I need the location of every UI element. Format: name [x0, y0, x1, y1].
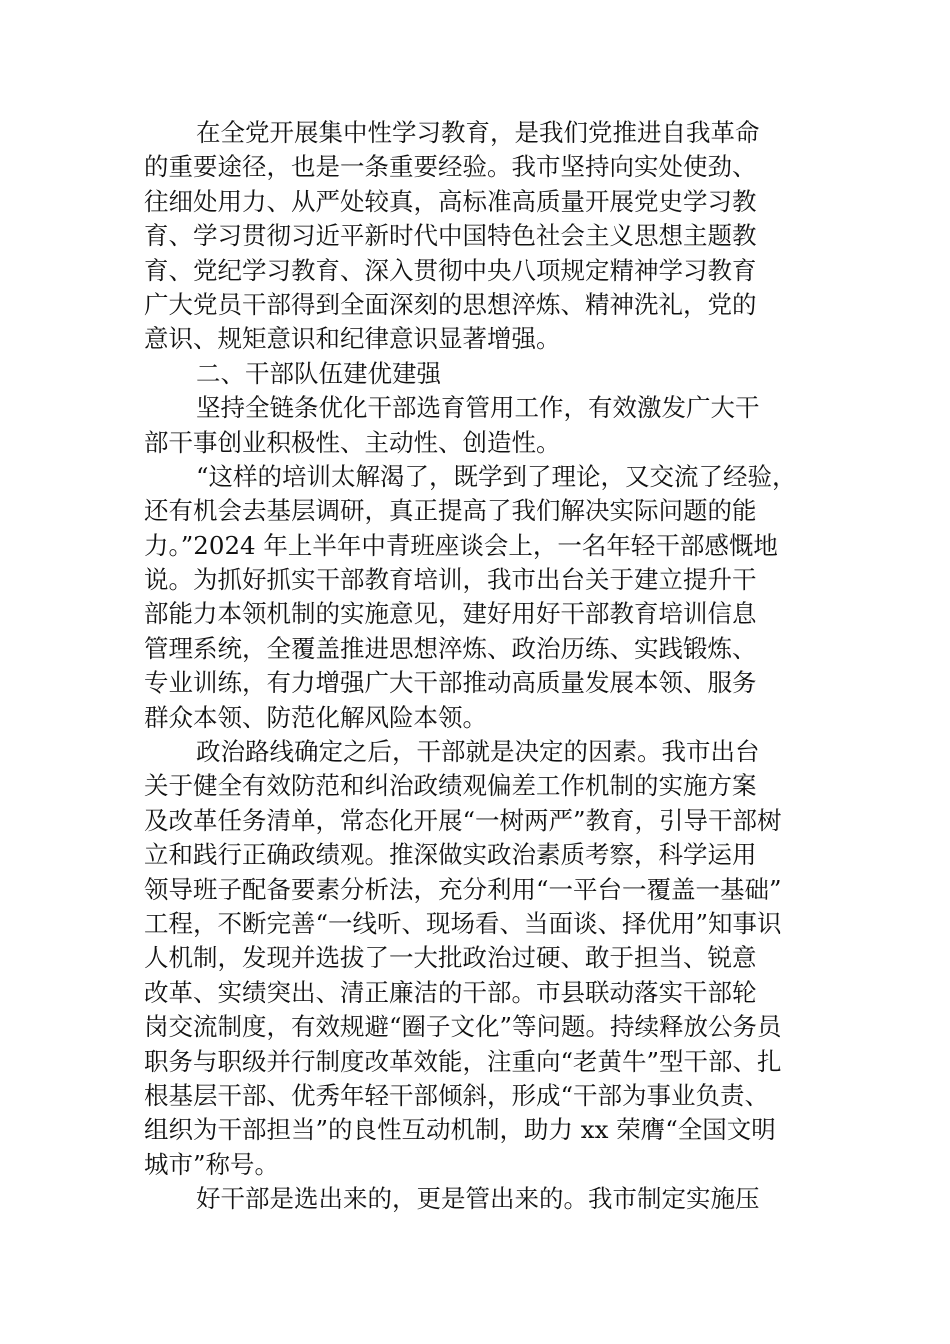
text-line: 根基层干部、优秀年轻干部倾斜，形成“干部为事业负责、 [144, 1080, 770, 1110]
text-line: 人机制，发现并选拔了一大批政治过硬、敢于担当、锐意 [144, 943, 757, 973]
text-line: “这样的培训太解渴了，既学到了理论，又交流了经验， [196, 461, 797, 491]
text-line: 意识、规矩意识和纪律意识显著增强。 [144, 324, 561, 354]
text-line: 育、学习贯彻习近平新时代中国特色社会主义思想主题教 [144, 221, 757, 251]
text-line: 力。”2024 年上半年中青班座谈会上，一名年轻干部感慨地 [144, 530, 778, 560]
text-line: 关于健全有效防范和纠治政绩观偏差工作机制的实施方案 [144, 771, 757, 801]
text-line: 还有机会去基层调研，真正提高了我们解决实际问题的能 [144, 496, 757, 526]
text-line: 部能力本领机制的实施意见，建好用好干部教育培训信息 [144, 599, 757, 629]
text-line: 管理系统，全覆盖推进思想淬炼、政治历练、实践锻炼、 [144, 633, 757, 663]
text-line: 往细处用力、从严处较真，高标准高质量开展党史学习教 [144, 186, 757, 216]
text-line: 立和践行正确政绩观。推深做实政治素质考察，科学运用 [144, 840, 757, 870]
text-line: 部干事创业积极性、主动性、创造性。 [144, 427, 561, 457]
text-line: 城市”称号。 [144, 1149, 280, 1179]
text-line: 改革、实绩突出、清正廉洁的干部。市县联动落实干部轮 [144, 977, 757, 1007]
text-line: 群众本领、防范化解风险本领。 [144, 702, 487, 732]
text-line: 育、党纪学习教育、深入贯彻中央八项规定精神学习教育 [144, 255, 757, 285]
text-line: 的重要途径，也是一条重要经验。我市坚持向实处使劲、 [144, 152, 757, 182]
text-line: 在全党开展集中性学习教育，是我们党推进自我革命 [196, 118, 760, 147]
text-line: 广大党员干部得到全面深刻的思想淬炼、精神洗礼，党的 [144, 289, 757, 319]
text-line: 职务与职级并行制度改革效能，注重向“老黄牛”型干部、扎 [144, 1046, 782, 1076]
document-body [144, 116, 814, 1217]
text-line: 好干部是选出来的，更是管出来的。我市制定实施压 [196, 1184, 760, 1214]
text-line: 二、干部队伍建优建强 [196, 358, 441, 388]
text-line: 说。为抓好抓实干部教育培训，我市出台关于建立提升干 [144, 565, 757, 595]
text-line: 政治路线确定之后，干部就是决定的因素。我市出台 [196, 737, 760, 767]
text-line: 及改革任务清单，常态化开展“一树两严”教育，引导干部树 [144, 805, 782, 835]
text-line: 工程，不断完善“一线听、现场看、当面谈、择优用”知事识 [144, 908, 782, 938]
text-line: 组织为干部担当”的良性互动机制，助力 xx 荣膺“全国文明 [144, 1115, 776, 1145]
text-line: 坚持全链条优化干部选育管用工作，有效激发广大干 [196, 393, 760, 423]
text-line: 岗交流制度，有效规避“圈子文化”等问题。持续释放公务员 [144, 1012, 782, 1042]
text-line: 专业训练，有力增强广大干部推动高质量发展本领、服务 [144, 668, 757, 698]
text-line: 领导班子配备要素分析法，充分利用“一平台一覆盖一基础” [144, 874, 782, 904]
